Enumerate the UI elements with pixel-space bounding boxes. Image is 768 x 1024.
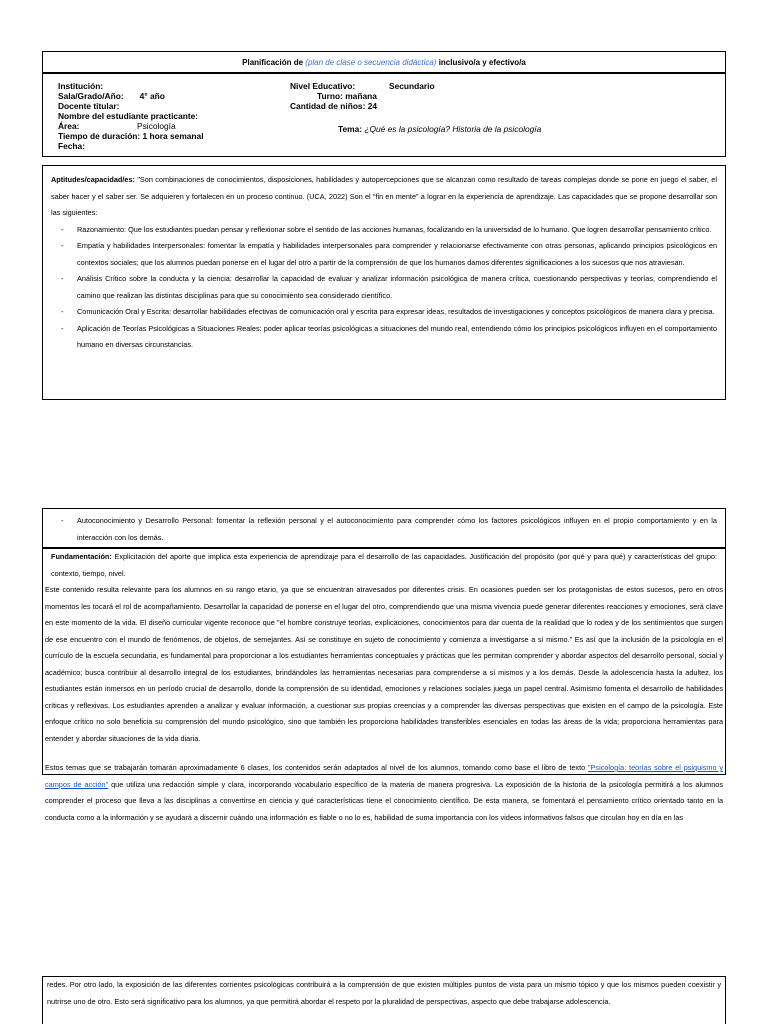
ninos-value: 24 bbox=[367, 101, 378, 111]
docente-label: Docente titular: bbox=[58, 101, 120, 111]
info-left-column bbox=[58, 81, 204, 151]
fundamentacion-paragraph-1: Este contenido resulta relevante para los alumnos en su rango etario, ya que se encuentran atravesados por diferentes crisis. En ocasiones pueden ser los protagonistas de estos sucesos, pero en otros momentos les tocará el rol de acompañamiento. Desarrollar la capacidad de ponerse en el lugar del otro, comprendiendo que una misma vivencia puede generar diferentes reacciones y emociones, será clave en este momento de la vida. El diseño curricular vigente reconoce que "el hombre construye teorías, explicaciones, conocimientos para dar cuenta de la realidad que lo rodea y de los sentimientos que surgen de ese encuentro con el mundo de fenómenos, de objetos, de semejantes. Así se constituye en sujeto de conocimiento y comienza a investigarse a sí mismo." Es así que la inclusión de la psicología en el currículo de la escuela secundaria, es fundamental para proporcionar a los estudiantes herramientas conceptuales y prácticas que les permitan comprender y abordar aspectos del desarrollo personal, social y académico; busca contribuir al desarrollo integral de los estudiantes, brindándoles las herramientas necesarias para comprenderse a sí mismos y a los demás. Desde la adolescencia hasta la adultez, los estudiantes están inmersos en un período crucial de desarrollo, donde la comprensión de su identidad, emociones y relaciones sociales juega un papel central. Asimismo fomenta el desarrollo de habilidades críticas y reflexivas. Los estudiantes aprenden a analizar y evaluar información, a cuestionar sus propias creencias y a comprender las diversas perspectivas que existen en el campo de la psicología. Este enfoque crítico no solo beneficia su comprensión del mundo psicológico, sino que también les proporciona habilidades transferibles esenciales en todas las áreas de la vida; proporciona herramientas para entender y abordar situaciones de la vida diaria. bbox=[45, 585, 723, 743]
turno-value: mañana bbox=[345, 91, 377, 101]
fundamentacion-continuation: redes. Por otro lado, la exposición de las diferentes corrientes psicológicas contribuirá a la comprensión de que existen múltiples puntos de vista para un mismo tópico y que los mismos pueden coexistir y nutrirse uno de otro. Esto será significativo para los alumnos, ya que permitirá abordar el respeto por la pluralidad de perspectivas, aspecto que debe trabajarse adolescencia. bbox=[47, 980, 721, 1006]
capacities-list-continued bbox=[51, 513, 717, 546]
sala-label: Sala/Grado/Año: bbox=[58, 91, 124, 101]
area-label: Área: bbox=[58, 121, 80, 131]
estudiante-label: Nombre del estudiante practicante: bbox=[58, 111, 199, 121]
fecha-label: Fecha: bbox=[58, 141, 85, 151]
tiempo-value: 1 hora semanal bbox=[142, 131, 204, 141]
turno-label: Turno: bbox=[317, 91, 343, 101]
fundamentacion-label: Fundamentación: bbox=[51, 552, 112, 561]
general-info-box bbox=[42, 73, 726, 157]
sala-value: 4° año bbox=[139, 91, 165, 101]
capacity-item: - Autoconocimiento y Desarrollo Personal: fomentar la reflexión personal y el autoconocimiento para comprender cómo los factores psicológicos influyen en el propio comportamiento y en la interacción con los demás. bbox=[51, 513, 717, 546]
aptitudes-label: Aptitudes/capacidad/es: bbox=[51, 175, 135, 184]
nivel-row bbox=[290, 81, 435, 91]
institucion-label: Institución: bbox=[58, 81, 104, 91]
plan-title-box bbox=[42, 51, 726, 73]
area-row bbox=[58, 121, 204, 131]
aptitudes-box bbox=[42, 165, 726, 400]
fundamentacion-continuation-box bbox=[42, 976, 726, 1024]
plan-title-suffix: inclusivo/a y efectivo/a bbox=[436, 58, 526, 67]
continued-capacities-box bbox=[42, 508, 726, 548]
capacity-item: - Empatía y habilidades Interpersonales: fomentar la empatía y habilidades interpersonales para comprender y relacionarse efectivamente con otras personas, aplicando principios psicológicos en contextos sociales; que los alumnos puedan ponerse en el lugar del otro a partir de la comprensión de que los humanos damos diferentes significaciones a los sucesos que nos atraviesan. bbox=[51, 238, 717, 271]
fundamentacion-intro bbox=[45, 549, 723, 582]
tiempo-row bbox=[58, 131, 204, 141]
capacity-item: - Aplicación de Teorías Psicológicas a Situaciones Reales: poder aplicar teorías psicológicas a situaciones del mundo real, entendiendo cómo los principios psicológicos influyen en el comportamiento humano en diversas circunstancias. bbox=[51, 321, 717, 354]
aptitudes-intro-text: "Son combinaciones de conocimientos, disposiciones, habilidades y autopercepciones que se alcanzan como resultado de tareas complejas donde se pone en juego el saber, el saber hacer y el saber ser. Se adquieren y fortalecen en un proceso continuo. (UCA, 2022) Son el "fin en mente" a lograr en la experiencia de aprendizaje. Las capacidades que se propone desarrollar son las siguientes: bbox=[51, 175, 717, 217]
fundamentacion-box bbox=[42, 548, 726, 822]
paragraph-2-text-start: Estos temas que se trabajarán tomarán aproximadamente 6 clases, los contenidos serán adaptados al nivel de los alumnos, tomando como base el libro de texto bbox=[45, 763, 588, 772]
plan-title-prefix: Planificación de bbox=[242, 58, 306, 67]
capacities-list bbox=[51, 222, 717, 354]
nivel-value: Secundario bbox=[389, 81, 435, 91]
tema-row bbox=[338, 124, 541, 134]
plan-title-italic: (plan de clase o secuencia didáctica) bbox=[305, 58, 437, 67]
tiempo-label: Tiempo de duración: bbox=[58, 131, 141, 141]
ninos-label: Cantidad de niños: bbox=[290, 101, 366, 111]
tema-value: ¿Qué es la psicología? Historia de la psicología bbox=[364, 124, 542, 134]
paragraph-2-text-end: que utiliza una redacción simple y clara, incorporando vocabulario específico de la materia de manera progresiva. La exposición de la historia de la psicología permitirá a los alumnos comprender el proceso que lleva a las disciplinas a convertirse en ciencia y qué características tiene el conocimiento científico. De esta manera, se fomentará el pensamiento crítico orientado tanto en la conducta como a la información y se ayudará a discernir cuándo una información es fiable o no lo es, habilidad de suma importancia con los videos informativos falsos que circulan hoy en día en las bbox=[45, 779, 724, 822]
textbook-link[interactable]: "Psicología: teorías sobre el psiquismo y campos de acción" bbox=[45, 763, 723, 789]
capacity-item: - Comunicación Oral y Escrita: desarrollar habilidades efectivas de comunicación oral y escrita para expresar ideas, resultados de investigaciones y conceptos psicológicos de manera clara y precisa. bbox=[51, 304, 717, 321]
turno-row bbox=[290, 91, 435, 101]
area-value: Psicología bbox=[137, 121, 176, 131]
tema-label: Tema: bbox=[338, 124, 363, 134]
fundamentacion-intro-text: Explicitación del aporte que implica esta experiencia de aprendizaje para el desarrollo de las capacidades. Justificación del propósito (por qué y para qué) y características del grupo: contexto, tiempo, nivel. bbox=[51, 552, 717, 578]
info-right-column bbox=[290, 81, 435, 111]
fundamentacion-paragraph-2 bbox=[45, 760, 723, 826]
aptitudes-intro bbox=[51, 172, 717, 222]
sala-row bbox=[58, 91, 204, 101]
ninos-row bbox=[290, 101, 435, 111]
capacity-item: - Análisis Crítico sobre la conducta y la ciencia: desarrollar la capacidad de evaluar y analizar información psicológica de manera crítica, cuestionando perspectivas y teorías, comprendiendo el camino que realizan las distintas disciplinas para que su conocimiento sea considerado científico. bbox=[51, 271, 717, 304]
capacity-item: - Razonamiento: Que los estudiantes puedan pensar y reflexionar sobre el sentido de las acciones humanas, focalizando en la universidad de lo humano. Que logren desarrollar pensamiento crítico. bbox=[51, 222, 717, 239]
nivel-label: Nivel Educativo: bbox=[290, 81, 356, 91]
